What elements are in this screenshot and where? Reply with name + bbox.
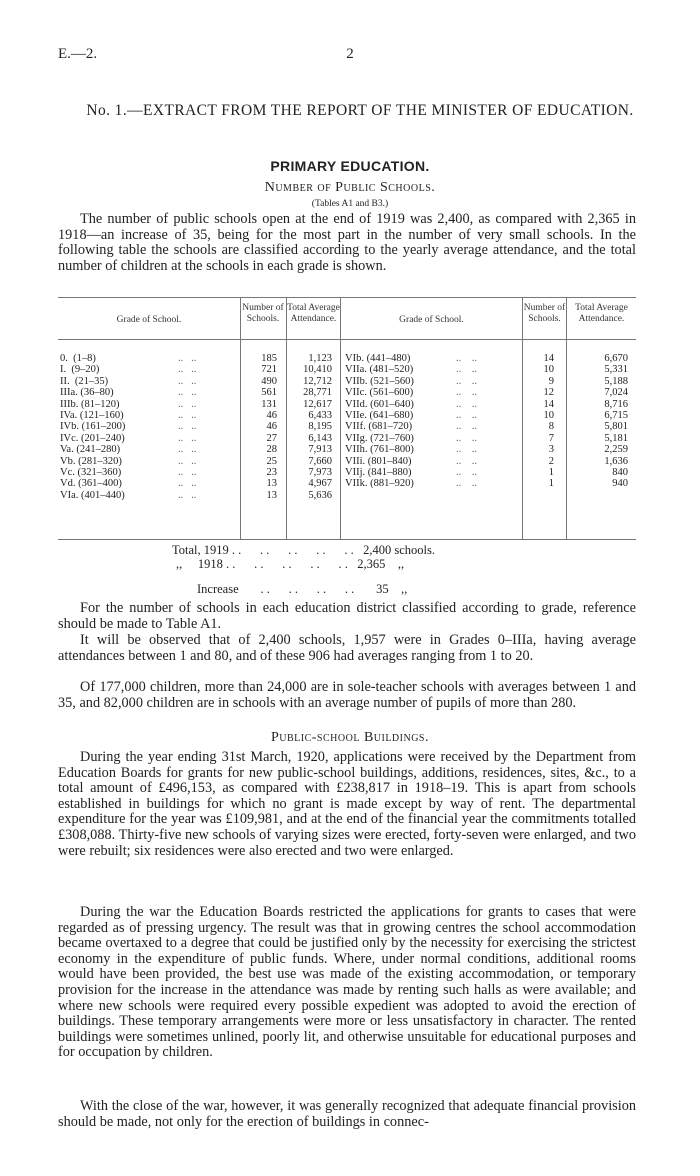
increase-line: Increase . . . . . . . . 35 ,, xyxy=(197,582,408,596)
paragraph-district-reference: For the number of schools in each education district classified according to grade, reference should be made to Table A1. xyxy=(58,600,636,632)
leader-dots: .. .. .. .. .. .. .. .. .. .. .. .. .. .. .. .. .. .. .. .. .. .. .. .. xyxy=(456,353,477,490)
right-number-column: 14 10 9 12 14 10 8 7 3 2 1 1 xyxy=(543,353,554,490)
primary-education-heading: PRIMARY EDUCATION. xyxy=(270,158,430,174)
column-header-grade: Grade of School. xyxy=(399,315,464,325)
paragraph-children-distribution: Of 177,000 children, more than 24,000 are in sole-teacher schools with averages between 1 and 35, and 82,000 children are in schools with an average number of pupils of more than 280. xyxy=(58,679,636,711)
public-school-buildings-heading: Public-school Buildings. xyxy=(270,730,429,745)
table-divider xyxy=(566,297,567,539)
paragraph-grades-observation: It will be observed that of 2,400 schools, 1,957 were in Grades 0–IIIa, having average attendances between 1 and 80, and of these 906 had averages ranging from 1 to 20. xyxy=(58,632,636,664)
table-top-rule xyxy=(58,297,636,298)
left-attendance-column: 1,123 10,410 12,712 28,771 12,617 6,433 8,195 6,143 7,913 7,660 7,973 4,967 5,636 xyxy=(303,353,332,501)
right-attendance-column: 6,670 5,331 5,188 7,024 8,716 6,715 5,801 5,181 2,259 1,636 840 940 xyxy=(604,353,628,490)
report-reference: E.—2. xyxy=(58,46,98,62)
paragraph-war-restrictions: During the war the Education Boards restricted the applications for grants to cases that were regarded as of pressing urgency. The result was that in growing centres the school accommodation became overtaxed to a degree that could be justified only by the necessity for exercising the strictest economy in the expenditure of public funds. Where, under normal conditions, additional rooms would have been provided, the best use was made of the existing accommodation, or temporary provision for the increase in the attendance was made by renting such halls as were available; and where new schools were required every possible expedient was adopted to avoid the erection of buildings. These temporary arrangements were more or less unsatisfactory in character. The rented buildings were sometimes unlined, poorly lit, and otherwise unsuitable for educational purposes and for occupation by children. xyxy=(58,904,636,1061)
table-bottom-rule xyxy=(58,539,636,540)
report-title: No. 1.—EXTRACT FROM THE REPORT OF THE MINISTER OF EDUCATION. xyxy=(86,102,634,119)
table-divider xyxy=(522,297,523,539)
total-1919-line: Total, 1919 . . . . . . . . . . 2,400 schools. xyxy=(172,543,436,557)
table-divider xyxy=(286,297,287,539)
column-header-attendance: Total Average Attendance. xyxy=(575,303,628,324)
left-number-column: 185 721 490 561 131 46 46 27 28 25 23 13 13 xyxy=(261,353,277,501)
left-grade-column: 0. (1–8) I. (9–20) II. (21–35) IIIa. (36–80) IIIb. (81–120) IVa. (121–160) IVb. (161–200) IVc. (201–240) Va. (241–280) Vb. (281–320) Vc. (321–360) Vd. (361–400) VIa. (401–440) xyxy=(60,353,126,501)
column-header-grade: Grade of School. xyxy=(116,315,182,325)
column-header-number: Number of Schools. xyxy=(523,303,566,324)
column-header-number: Number of Schools. xyxy=(242,303,284,324)
right-grade-column: VIb. (441–480) VIIa. (481–520) VIIb. (521–560) VIIc. (561–600) VIId. (601–640) VIIe. (641–680) VIIf. (681–720) VIIg. (721–760) VIIh. (761–800) VIIi. (801–840) VIIj. (841–880) VIIk. (881–920) xyxy=(345,353,414,490)
paragraph-post-war-provision: With the close of the war, however, it was generally recognized that adequate financial provision should be made, not only for the erection of buildings in connec- xyxy=(58,1098,636,1130)
number-of-schools-heading: Number of Public Schools. xyxy=(264,180,436,195)
schools-grade-table xyxy=(58,297,636,542)
table-header-rule xyxy=(58,339,636,340)
paragraph-building-grants: During the year ending 31st March, 1920, applications were received by the Department from Education Boards for grants for new public-school buildings, additions, residences, sites, &c., to a total amount of £496,153, as compared with £238,817 in 1918–19. This is apart from schools established in buildings for which no grant is made except by way of rent. The departmental expenditure for the year was £109,981, and at the end of the financial year the commitments totalled £308,088. Thirty-five new schools of varying sizes were erected, forty-seven were enlarged, and two were rebuilt; six residences were also erected and two were enlarged. xyxy=(58,749,636,859)
column-header-attendance: Total Average Attendance. xyxy=(287,303,340,324)
table-divider xyxy=(240,297,241,539)
tables-note: (Tables A1 and B3.) xyxy=(311,199,389,209)
total-1918-line: ,, 1918 . . . . . . . . . . 2,365 ,, xyxy=(176,557,405,571)
leader-dots: .. .. .. .. .. .. .. .. .. .. .. .. .. .. .. .. .. .. .. .. .. .. .. .. .. .. xyxy=(178,353,197,501)
page-number: 2 xyxy=(346,46,354,62)
paragraph-schools-open: The number of public schools open at the end of 1919 was 2,400, as compared with 2,365 in 1918—an increase of 35, being for the most part in the number of very small schools. In the following table the schools are classified according to the yearly average attendance, and the total number of children at the schools in each grade is shown. xyxy=(58,211,636,274)
page-header xyxy=(58,46,642,66)
table-divider xyxy=(340,297,341,539)
